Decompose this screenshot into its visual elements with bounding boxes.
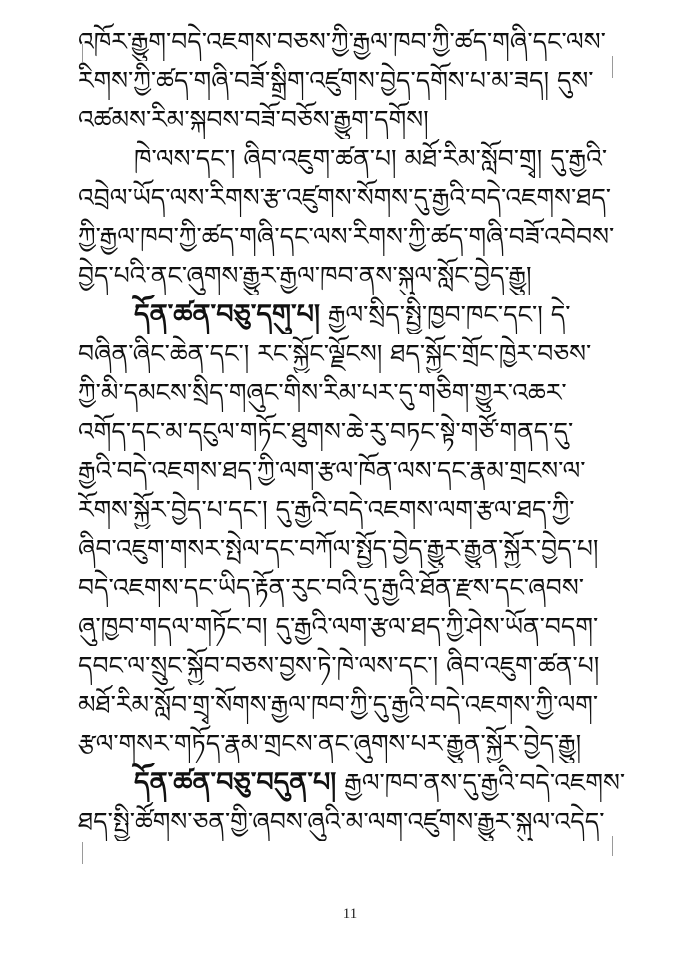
line-text: ཀྱི་རྒྱལ་ཁབ་ཀྱི་ཚད་གཞི་དང་ལས་རིགས་ཀྱི་ཚད་གཞི་བཟོ་འབེབས་ [78, 222, 615, 251]
line-text: བཞིན་ཞིང་ཆེན་དང་། རང་སྐྱོང་ལྗོངས། ཐད་སྐྱོང་གྲོང་ཁྱེར་བཅས་ [78, 339, 592, 368]
line-text: བྱེད་པའི་ནང་ཞུགས་རྒྱུར་རྒྱལ་ཁབ་ནས་སྐུལ་སློང་བྱེད་རྒྱུ། [78, 261, 532, 290]
line-text: ཞིབ་འཇུག་གསར་སྤེལ་དང་བཀོལ་སྤྱོད་བྱེད་རྒྱུར་རྒྱུན་སྐྱོར་བྱེད་པ། [78, 534, 599, 563]
line-text: འབྲེལ་ཡོད་ལས་རིགས་རྩ་འཛུགས་སོགས་དུ་རྒྱའི་བདེ་འཇགས་ཐད་ [78, 183, 612, 212]
line-text: རོགས་སྐྱོར་བྱེད་པ་དང་། དུ་རྒྱའི་བདེ་འཇགས་ལག་རྩལ་ཐད་ཀྱི་ [78, 495, 575, 524]
line-text: ཀྱི་མི་དམངས་སྲིད་གཞུང་གིས་རིམ་པར་དུ་གཅིག་གྱུར་འཆར་ [78, 378, 567, 407]
line-text: དབང་ལ་སྲུང་སྐྱོབ་བཅས་བྱས་ཏེ་ཁེ་ལས་དང་། ཞིབ་འཇུག་ཚན་པ། [78, 651, 600, 680]
text-line [78, 451, 630, 490]
text-line [78, 178, 630, 217]
text-line [78, 724, 630, 763]
line-text: རྒྱལ་སྲིད་སྤྱི་ཁྱབ་ཁང་དང་། དེ་ [319, 300, 571, 329]
line-text: རྒྱལ་ཁབ་ནས་དུ་རྒྱའི་བདེ་འཇགས་ [336, 768, 626, 797]
left-edge-mark [82, 842, 83, 864]
text-line [78, 334, 630, 373]
text-line [78, 763, 630, 802]
text-line [78, 61, 630, 100]
line-text: རྒྱའི་བདེ་འཇགས་ཐད་ཀྱི་ལག་རྩལ་ཁོན་ལས་དང་རྣམ་གྲངས་ལ་ [78, 456, 586, 485]
text-line [78, 568, 630, 607]
page-number: 11 [342, 906, 358, 922]
text-line [78, 295, 630, 334]
text-line [78, 802, 630, 841]
text-line [78, 256, 630, 295]
line-text: ཞུ་ཁྱབ་གདལ་གཏོང་བ། དུ་རྒྱའི་ལག་རྩལ་ཐད་ཀྱི་ཤེས་ཡོན་བདག་ [78, 612, 599, 641]
text-line [78, 685, 630, 724]
text-line [78, 607, 630, 646]
line-text: རིགས་ཀྱི་ཚད་གཞི་བཟོ་སྒྲིག་འཛུགས་བྱེད་དགོས་པ་མ་ཟད། དུས་ [78, 66, 594, 95]
text-line [78, 22, 630, 61]
text-line [78, 490, 630, 529]
line-text: ཐད་སྤྱི་ཚོགས་ཅན་གྱི་ཞབས་ཞུའི་མ་ལག་འཛུགས་རྒྱུར་སྐུལ་འདེད་ [78, 807, 605, 836]
text-line [78, 529, 630, 568]
text-line [78, 139, 630, 178]
line-text: འགོད་དང་མ་དངུལ་གཏོང་ཐུགས་ཆེ་རུ་བཏང་སྟེ་གཙོ་གནད་དུ་ [78, 417, 574, 446]
text-line [78, 100, 630, 139]
body-text [78, 22, 630, 841]
article-heading: དོན་ཚན་བཅུ་བདུན་པ། [134, 767, 337, 798]
line-text: བདེ་འཇགས་དང་ཡིད་རྟོན་རུང་བའི་དུ་རྒྱའི་ཐོན་རྫས་དང་ཞབས་ [78, 573, 584, 602]
line-text: མཐོ་རིམ་སློབ་གྲྭ་སོགས་རྒྱལ་ཁབ་ཀྱི་དུ་རྒྱའི་བདེ་འཇགས་ཀྱི་ལག་ [78, 690, 599, 719]
article-heading: དོན་ཚན་བཅུ་དགུ་པ། [134, 299, 320, 330]
line-text: འཚམས་རིམ་སྐབས་བཟོ་བཅོས་རྒྱུག་དགོས། [78, 105, 429, 134]
text-line [78, 412, 630, 451]
line-text: འཁོར་རྒྱུག་བདེ་འཇགས་བཅས་ཀྱི་རྒྱལ་ཁབ་ཀྱི་ཚད་གཞི་དང་ལས་ [78, 27, 606, 56]
text-line [78, 646, 630, 685]
text-line [78, 217, 630, 256]
line-text: ཁེ་ལས་དང་། ཞིབ་འཇུག་ཚན་པ། མཐོ་རིམ་སློབ་གྲྭ། དུ་རྒྱའི་ [134, 144, 608, 173]
text-line [78, 373, 630, 412]
line-text: རྩལ་གསར་གཏོད་རྣམ་གྲངས་ནང་ཞུགས་པར་རྒྱུན་སྐྱོར་བྱེད་རྒྱུ། [78, 729, 582, 758]
